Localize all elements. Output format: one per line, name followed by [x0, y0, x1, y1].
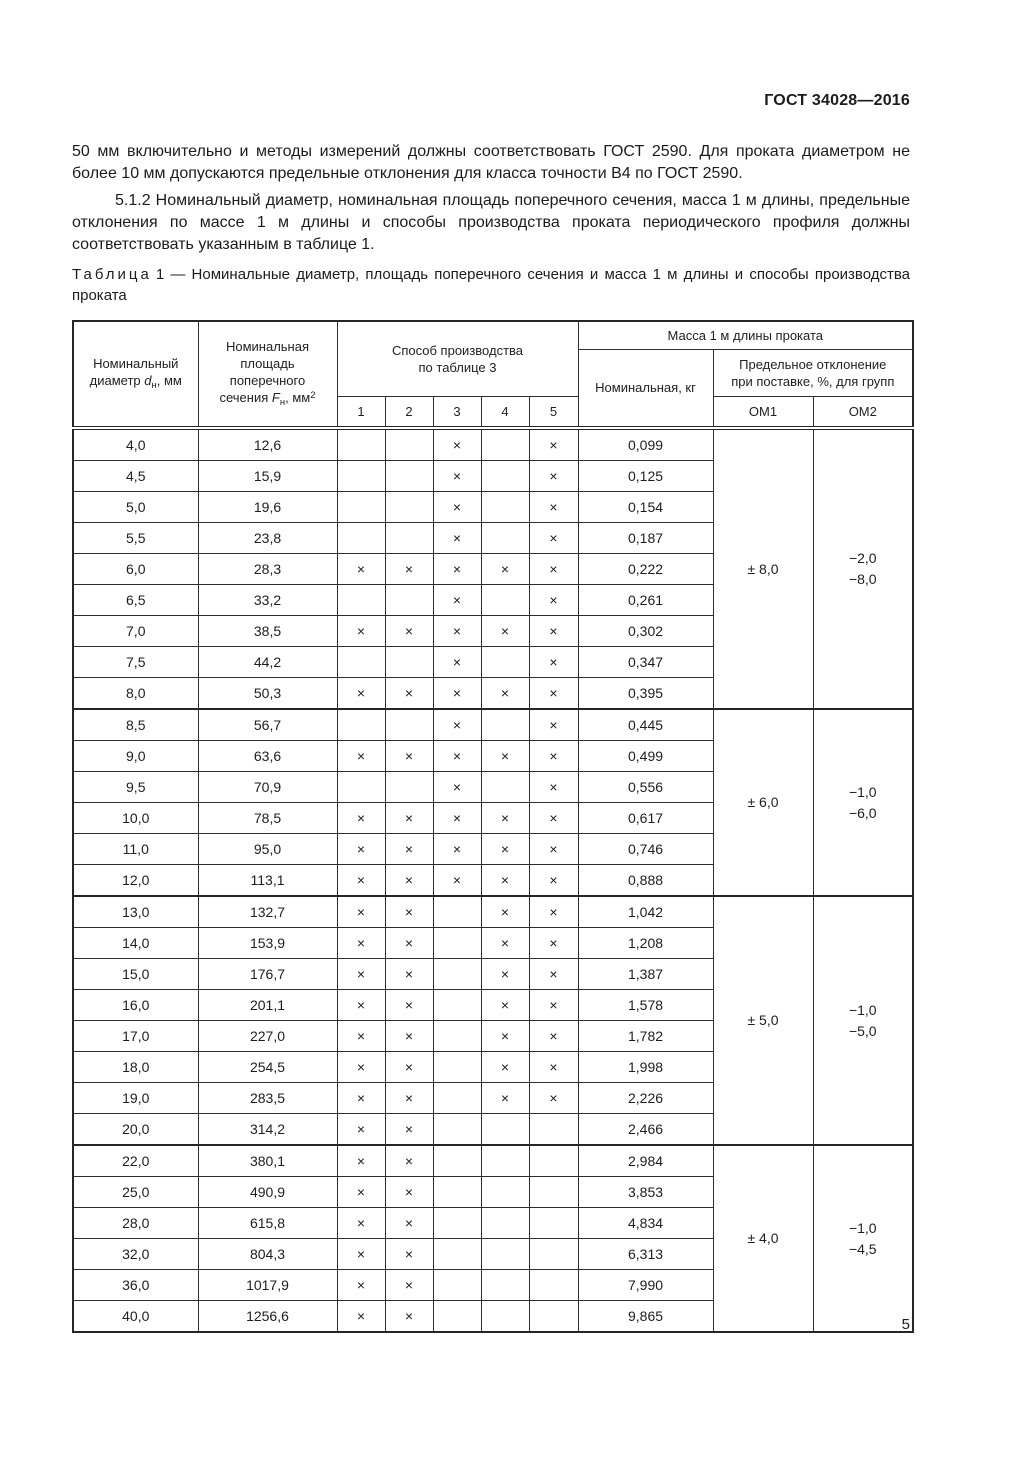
cell-diameter: 25,0 [73, 1177, 198, 1208]
cell-diameter: 8,5 [73, 709, 198, 741]
cell-method-2: × [385, 1021, 433, 1052]
cell-method-2: × [385, 616, 433, 647]
cell-mass: 7,990 [578, 1270, 713, 1301]
cell-mass: 6,313 [578, 1239, 713, 1270]
cell-method-5 [529, 1270, 578, 1301]
col-header-mass-nominal: Номинальная, кг [578, 350, 713, 429]
cell-method-5: × [529, 585, 578, 616]
cell-diameter: 28,0 [73, 1208, 198, 1239]
cell-diameter: 14,0 [73, 928, 198, 959]
cell-area: 15,9 [198, 461, 337, 492]
cell-method-1: × [337, 678, 385, 710]
cell-method-3: × [433, 741, 481, 772]
cell-method-5: × [529, 1083, 578, 1114]
table-row [73, 1145, 913, 1177]
cell-method-3: × [433, 461, 481, 492]
cell-method-4: × [481, 1052, 529, 1083]
cell-method-1: × [337, 1239, 385, 1270]
col-header-method: Способ производства по таблице 3 [337, 321, 578, 397]
cell-area: 95,0 [198, 834, 337, 865]
cell-method-1 [337, 523, 385, 554]
cell-area: 33,2 [198, 585, 337, 616]
cell-method-5 [529, 1177, 578, 1208]
cell-method-2 [385, 492, 433, 523]
cell-method-3: × [433, 709, 481, 741]
col-header-om1: ОМ1 [713, 397, 813, 429]
cell-method-4: × [481, 928, 529, 959]
cell-area: 283,5 [198, 1083, 337, 1114]
cell-method-5 [529, 1145, 578, 1177]
cell-area: 78,5 [198, 803, 337, 834]
cell-method-2: × [385, 1114, 433, 1146]
cell-mass: 0,746 [578, 834, 713, 865]
cell-method-5: × [529, 834, 578, 865]
cell-diameter: 9,0 [73, 741, 198, 772]
cell-mass: 0,302 [578, 616, 713, 647]
cell-method-3 [433, 1021, 481, 1052]
cell-diameter: 5,0 [73, 492, 198, 523]
table-caption-word: Таблица [72, 266, 152, 283]
cell-om1: ± 5,0 [713, 896, 813, 1145]
cell-method-1: × [337, 1083, 385, 1114]
cell-mass: 0,347 [578, 647, 713, 678]
cell-method-1: × [337, 1114, 385, 1146]
cell-method-1 [337, 647, 385, 678]
table-row [73, 709, 913, 741]
col-header-diameter: Номинальный диаметр $d_н$, мм [73, 321, 198, 428]
cell-diameter: 15,0 [73, 959, 198, 990]
cell-method-5: × [529, 1052, 578, 1083]
cell-method-2: × [385, 1270, 433, 1301]
cell-method-4 [481, 461, 529, 492]
cell-method-2: × [385, 741, 433, 772]
cell-om1: ± 8,0 [713, 428, 813, 709]
cell-method-3 [433, 1145, 481, 1177]
cell-diameter: 8,0 [73, 678, 198, 710]
cell-mass: 0,617 [578, 803, 713, 834]
cell-mass: 0,499 [578, 741, 713, 772]
cell-method-3 [433, 1208, 481, 1239]
cell-method-4 [481, 492, 529, 523]
cell-om1: ± 6,0 [713, 709, 813, 896]
cell-method-1: × [337, 896, 385, 928]
cell-mass: 9,865 [578, 1301, 713, 1333]
cell-mass: 1,208 [578, 928, 713, 959]
cell-method-4: × [481, 896, 529, 928]
cell-method-3 [433, 896, 481, 928]
cell-area: 63,6 [198, 741, 337, 772]
table-body [73, 428, 913, 1332]
cell-diameter: 20,0 [73, 1114, 198, 1146]
cell-area: 615,8 [198, 1208, 337, 1239]
cell-method-1: × [337, 803, 385, 834]
cell-diameter: 36,0 [73, 1270, 198, 1301]
cell-area: 12,6 [198, 428, 337, 461]
cell-area: 201,1 [198, 990, 337, 1021]
cell-method-4 [481, 1239, 529, 1270]
cell-mass: 0,261 [578, 585, 713, 616]
cell-method-4 [481, 1208, 529, 1239]
cell-mass: 1,998 [578, 1052, 713, 1083]
cell-diameter: 12,0 [73, 865, 198, 897]
cell-area: 50,3 [198, 678, 337, 710]
cell-mass: 0,888 [578, 865, 713, 897]
cell-diameter: 6,5 [73, 585, 198, 616]
cell-mass: 2,466 [578, 1114, 713, 1146]
cell-method-3 [433, 990, 481, 1021]
cell-mass: 1,782 [578, 1021, 713, 1052]
page-number: 5 [901, 1316, 910, 1333]
cell-method-4 [481, 772, 529, 803]
cell-method-3: × [433, 554, 481, 585]
cell-area: 44,2 [198, 647, 337, 678]
cell-method-4: × [481, 959, 529, 990]
cell-method-4: × [481, 834, 529, 865]
cell-diameter: 4,0 [73, 428, 198, 461]
col-header-mass: Масса 1 м длины проката [578, 321, 913, 350]
cell-area: 227,0 [198, 1021, 337, 1052]
cell-method-3: × [433, 834, 481, 865]
cell-method-2 [385, 647, 433, 678]
col-header-method-5: 5 [529, 397, 578, 429]
cell-method-5: × [529, 554, 578, 585]
cell-method-4 [481, 709, 529, 741]
cell-diameter: 7,0 [73, 616, 198, 647]
cell-diameter: 6,0 [73, 554, 198, 585]
cell-method-5: × [529, 461, 578, 492]
cell-method-1: × [337, 1021, 385, 1052]
cell-mass: 0,556 [578, 772, 713, 803]
spec-table [72, 320, 914, 1333]
cell-method-1 [337, 585, 385, 616]
col-header-deviation: Предельное отклонение при поставке, %, для групп [713, 350, 913, 397]
cell-method-5: × [529, 990, 578, 1021]
cell-method-2 [385, 523, 433, 554]
cell-method-5: × [529, 741, 578, 772]
cell-method-5 [529, 1114, 578, 1146]
cell-area: 380,1 [198, 1145, 337, 1177]
cell-method-1: × [337, 959, 385, 990]
cell-method-2 [385, 428, 433, 461]
cell-method-2 [385, 461, 433, 492]
doc-number: ГОСТ 34028—2016 [764, 92, 910, 109]
table-caption-dash: — [170, 266, 186, 283]
cell-method-4 [481, 585, 529, 616]
cell-method-5: × [529, 865, 578, 897]
cell-method-1 [337, 461, 385, 492]
cell-area: 28,3 [198, 554, 337, 585]
cell-method-2: × [385, 678, 433, 710]
cell-method-2: × [385, 1208, 433, 1239]
cell-method-5: × [529, 709, 578, 741]
cell-method-2: × [385, 1177, 433, 1208]
cell-diameter: 16,0 [73, 990, 198, 1021]
cell-method-3 [433, 1270, 481, 1301]
cell-method-4: × [481, 741, 529, 772]
cell-method-1: × [337, 554, 385, 585]
col-header-method-2: 2 [385, 397, 433, 429]
cell-method-4: × [481, 990, 529, 1021]
cell-method-3: × [433, 428, 481, 461]
cell-method-4 [481, 647, 529, 678]
paragraph-1: 50 мм включительно и методы измерений должны соответствовать ГОСТ 2590. Для проката диаметром не более 10 мм допускаются предельные отклонения для класса точности В4 по ГОСТ 2590. [72, 143, 910, 182]
col-header-area: Номинальная площадь поперечного сечения $F_н$, $мм^2$ [198, 321, 337, 428]
cell-method-4 [481, 428, 529, 461]
cell-mass: 0,222 [578, 554, 713, 585]
cell-method-1: × [337, 865, 385, 897]
cell-method-2: × [385, 928, 433, 959]
cell-method-2: × [385, 896, 433, 928]
cell-method-5: × [529, 959, 578, 990]
cell-area: 314,2 [198, 1114, 337, 1146]
cell-diameter: 13,0 [73, 896, 198, 928]
cell-method-4: × [481, 616, 529, 647]
cell-method-2: × [385, 865, 433, 897]
cell-area: 23,8 [198, 523, 337, 554]
cell-area: 1017,9 [198, 1270, 337, 1301]
cell-area: 38,5 [198, 616, 337, 647]
cell-mass: 1,387 [578, 959, 713, 990]
cell-method-1 [337, 772, 385, 803]
cell-diameter: 9,5 [73, 772, 198, 803]
cell-diameter: 19,0 [73, 1083, 198, 1114]
cell-area: 804,3 [198, 1239, 337, 1270]
cell-method-4 [481, 523, 529, 554]
cell-method-4 [481, 1270, 529, 1301]
cell-method-2: × [385, 1239, 433, 1270]
cell-area: 132,7 [198, 896, 337, 928]
cell-method-2: × [385, 1052, 433, 1083]
cell-mass: 0,154 [578, 492, 713, 523]
cell-method-2 [385, 585, 433, 616]
cell-method-4: × [481, 803, 529, 834]
cell-method-5: × [529, 428, 578, 461]
cell-method-1: × [337, 1270, 385, 1301]
cell-method-1 [337, 492, 385, 523]
cell-method-2: × [385, 803, 433, 834]
cell-area: 113,1 [198, 865, 337, 897]
cell-method-3: × [433, 772, 481, 803]
cell-area: 153,9 [198, 928, 337, 959]
cell-area: 254,5 [198, 1052, 337, 1083]
cell-method-3: × [433, 523, 481, 554]
cell-area: 176,7 [198, 959, 337, 990]
cell-area: 70,9 [198, 772, 337, 803]
cell-method-1: × [337, 990, 385, 1021]
cell-om2: −1,0 −5,0 [813, 896, 913, 1145]
cell-method-4: × [481, 678, 529, 710]
cell-diameter: 7,5 [73, 647, 198, 678]
col-header-method-4: 4 [481, 397, 529, 429]
cell-om1: ± 4,0 [713, 1145, 813, 1332]
col-header-om2: ОМ2 [813, 397, 913, 429]
cell-om2: −2,0 −8,0 [813, 428, 913, 709]
table-row [73, 896, 913, 928]
cell-area: 1256,6 [198, 1301, 337, 1333]
cell-method-5: × [529, 616, 578, 647]
cell-method-2: × [385, 1145, 433, 1177]
cell-method-1: × [337, 1145, 385, 1177]
cell-mass: 2,226 [578, 1083, 713, 1114]
cell-method-1: × [337, 741, 385, 772]
cell-method-2: × [385, 834, 433, 865]
cell-method-3 [433, 928, 481, 959]
cell-method-1 [337, 428, 385, 461]
cell-method-4: × [481, 1083, 529, 1114]
cell-method-1: × [337, 1052, 385, 1083]
table-caption [72, 264, 910, 306]
cell-method-4 [481, 1177, 529, 1208]
cell-method-1: × [337, 1208, 385, 1239]
cell-method-2: × [385, 1301, 433, 1333]
cell-diameter: 5,5 [73, 523, 198, 554]
paragraph-2: 5.1.2 Номинальный диаметр, номинальная площадь поперечного сечения, масса 1 м длины, предельные отклонения по массе 1 м длины и способы производства проката периодического профиля должны соответствовать указанным в таблице 1. [72, 192, 910, 253]
cell-mass: 4,834 [578, 1208, 713, 1239]
cell-mass: 3,853 [578, 1177, 713, 1208]
cell-diameter: 11,0 [73, 834, 198, 865]
cell-mass: 2,984 [578, 1145, 713, 1177]
col-header-method-3: 3 [433, 397, 481, 429]
cell-method-3: × [433, 616, 481, 647]
cell-mass: 1,042 [578, 896, 713, 928]
cell-method-3 [433, 1083, 481, 1114]
cell-method-5: × [529, 492, 578, 523]
cell-om2: −1,0 −4,5 [813, 1145, 913, 1332]
table-caption-text: Номинальные диаметр, площадь поперечного сечения и масса 1 м длины и способы производства проката [72, 266, 910, 304]
cell-mass: 0,125 [578, 461, 713, 492]
cell-method-1: × [337, 1301, 385, 1333]
cell-method-3: × [433, 585, 481, 616]
cell-method-3 [433, 959, 481, 990]
cell-method-3: × [433, 803, 481, 834]
cell-diameter: 22,0 [73, 1145, 198, 1177]
cell-method-4 [481, 1145, 529, 1177]
cell-method-4: × [481, 865, 529, 897]
cell-method-5 [529, 1208, 578, 1239]
cell-method-5 [529, 1239, 578, 1270]
cell-mass: 1,578 [578, 990, 713, 1021]
cell-method-2: × [385, 990, 433, 1021]
cell-method-1: × [337, 834, 385, 865]
cell-diameter: 10,0 [73, 803, 198, 834]
cell-method-2: × [385, 554, 433, 585]
table-row [73, 428, 913, 461]
cell-mass: 0,099 [578, 428, 713, 461]
cell-method-1 [337, 709, 385, 741]
cell-method-5: × [529, 928, 578, 959]
cell-mass: 0,445 [578, 709, 713, 741]
cell-method-4: × [481, 554, 529, 585]
cell-method-5: × [529, 523, 578, 554]
cell-diameter: 18,0 [73, 1052, 198, 1083]
cell-method-3: × [433, 865, 481, 897]
table-caption-number: 1 [155, 266, 165, 283]
cell-mass: 0,395 [578, 678, 713, 710]
cell-area: 19,6 [198, 492, 337, 523]
cell-method-1: × [337, 1177, 385, 1208]
cell-method-5: × [529, 647, 578, 678]
cell-method-5: × [529, 803, 578, 834]
cell-method-3 [433, 1239, 481, 1270]
cell-area: 490,9 [198, 1177, 337, 1208]
cell-method-3: × [433, 647, 481, 678]
cell-diameter: 4,5 [73, 461, 198, 492]
cell-method-3 [433, 1177, 481, 1208]
cell-method-5: × [529, 772, 578, 803]
cell-diameter: 17,0 [73, 1021, 198, 1052]
cell-method-3 [433, 1114, 481, 1146]
cell-mass: 0,187 [578, 523, 713, 554]
cell-diameter: 32,0 [73, 1239, 198, 1270]
cell-area: 56,7 [198, 709, 337, 741]
cell-method-5: × [529, 896, 578, 928]
cell-method-3 [433, 1052, 481, 1083]
cell-om2: −1,0 −6,0 [813, 709, 913, 896]
cell-method-2: × [385, 959, 433, 990]
cell-method-4 [481, 1114, 529, 1146]
cell-method-2 [385, 772, 433, 803]
cell-method-3: × [433, 678, 481, 710]
cell-method-2: × [385, 1083, 433, 1114]
cell-method-2 [385, 709, 433, 741]
cell-method-5: × [529, 1021, 578, 1052]
cell-method-5: × [529, 678, 578, 710]
cell-diameter: 40,0 [73, 1301, 198, 1333]
cell-method-1: × [337, 616, 385, 647]
cell-method-1: × [337, 928, 385, 959]
cell-method-3: × [433, 492, 481, 523]
col-header-method-1: 1 [337, 397, 385, 429]
cell-method-4: × [481, 1021, 529, 1052]
